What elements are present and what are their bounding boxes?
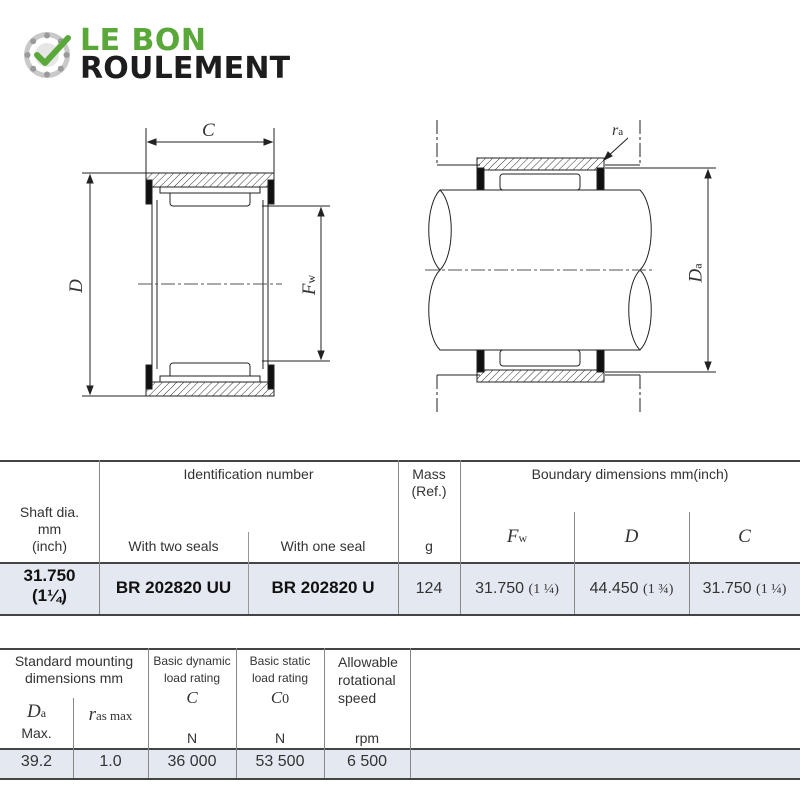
dynamic-load-value: 36 000 [167, 753, 217, 770]
mounting-section-drawing [425, 120, 716, 415]
mounting-dimensions-header: Standard mounting dimensions mm [14, 653, 134, 686]
header-bottom-border [0, 562, 800, 564]
fw-column-header: Fw [506, 526, 528, 547]
shaft-dia-header: Shaft dia. mm (inch) [19, 504, 80, 554]
logo-text-line2: ROULEMENT [80, 51, 291, 86]
d-value: 44.450 (1 ¾) [589, 580, 674, 597]
mass-value: 124 [415, 580, 443, 597]
fw-value: 31.750 (1 ¼) [475, 580, 559, 597]
static-load-value: 53 500 [255, 753, 305, 770]
c-column-header: C [738, 526, 751, 547]
brand-logo [22, 23, 302, 86]
id-number-header: Identification number [183, 466, 314, 482]
one-seal-header: With one seal [280, 538, 366, 554]
part-number-one-seal: BR 202820 U [271, 578, 375, 597]
table-bottom-border [0, 614, 800, 616]
da-column-header: Da Max. [21, 701, 52, 741]
static-load-header: Basic static load rating C0 [249, 654, 311, 707]
speed-header: Allowable rotational speed [338, 654, 398, 706]
two-seals-header: With two seals [128, 538, 219, 554]
ras-value: 1.0 [99, 753, 122, 770]
boundary-dimensions-header: Boundary dimensions mm(inch) [531, 466, 729, 482]
mass-unit: g [425, 538, 433, 554]
mass-header: Mass (Ref.) [411, 466, 447, 499]
da-value: 39.2 [20, 753, 53, 770]
dynamic-load-header: Basic dynamic load rating C [153, 654, 231, 707]
ras-column-header: ras max [88, 704, 133, 725]
table-top-border [0, 460, 800, 462]
dynamic-load-unit: N [186, 730, 198, 746]
c-value: 31.750 (1 ¼) [702, 580, 787, 597]
d-column-header: D [624, 526, 639, 547]
part-number-two-seals: BR 202820 UU [115, 578, 232, 597]
bearing-drawings [0, 100, 800, 430]
dim-label-c: C [202, 120, 215, 141]
dim-label-ra: ra [612, 122, 624, 139]
dim-label-fw: Fw [299, 274, 321, 296]
table-row-shaft: 31.750 (1¼) [23, 566, 76, 605]
bearing-check-logo-icon [22, 28, 76, 82]
speed-value: 6 500 [346, 753, 388, 770]
bearing-section-drawing [82, 128, 330, 396]
static-load-unit: N [274, 730, 286, 746]
speed-unit: rpm [354, 730, 380, 746]
dim-label-d: D [65, 279, 87, 293]
dim-label-da: Da [685, 263, 707, 283]
mounting-rating-table [0, 648, 800, 783]
bearing-spec-table [0, 460, 800, 620]
logo-text-line1: LE BON [80, 23, 207, 58]
